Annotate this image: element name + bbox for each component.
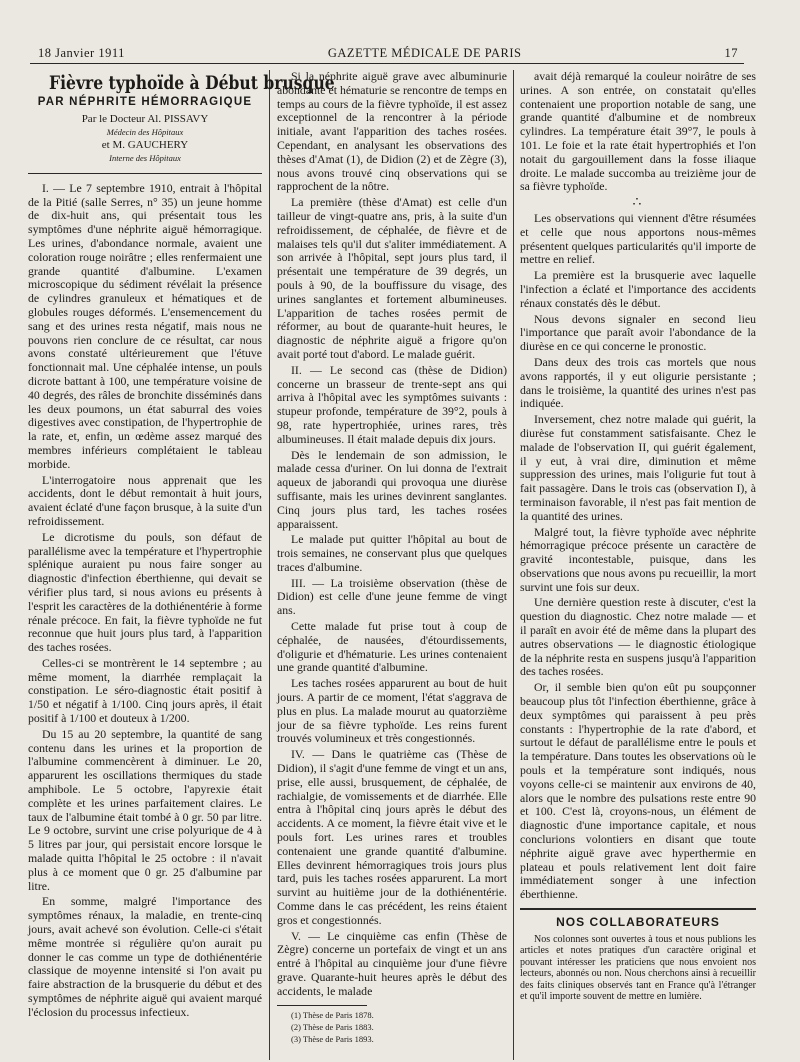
author-2-role: Interne des Hôpitaux: [109, 152, 181, 163]
column-divider: [269, 70, 270, 1060]
author-1: Par le Docteur Al. PISSAVY: [81, 112, 209, 125]
page-header: [38, 46, 738, 61]
paragraph: I. — Le 7 septembre 1910, entrait à l'hôpital de la Pitié (salle Serres, n° 35) un jeune homme de dix-huit ans, qui présentait tous les symptômes d'une néphrite aiguë hémorragique. Les urines, d'abondance normale, avaient une coloration rouge noirâtre ; elles renfermaient une grande quantité d'albumine. L'examen microscopique du sédiment révélait la présence de cylindres granuleux et hématiques et de globules rouges déformés. L'ensemencement du sang et des urines resta négatif, mais nous ne pouvons rien conclure de ce résultat, car nous avons constaté ultérieurement que l'étuve fonctionnait mal. Une céphalée intense, un pouls dicrote battant à 100, une température voisine de 40 degrés, des râles de bronchite disséminés dans les deux poumons, un état saburral des voies digestives avec constipation, de l'hypertrophie de la rate, et, enfin, un œdème assez marqué des membres inférieurs complétaient le tableau morbide.: [28, 180, 262, 471]
journal-name: GAZETTE MÉDICALE DE PARIS: [327, 46, 522, 60]
paragraph: Or, il semble bien qu'on eût pu soupçonner beaucoup plus tôt l'infection éberthienne, grâce à deux symptômes qui paraissent à peu près constants : l'hypertrophie de la rate d'abord, et surtout le défaut de parallélisme entre le pouls et la température. Dans toutes les observations où le pouls et la température sont indiqués, nous voyons celle-ci se maintenir aux environs de 40, alors que le nombre des pulsations reste entre 90 et 100. C'est là, croyons-nous, un élément de diagnostic d'une importance capitale, et nous conclurions volontiers en disant que toute néphrite aiguë grave avec hyperthermie en plateau et pouls relativement lent doit faire immédiatement songer à une infection éberthienne.: [520, 680, 756, 902]
paragraph: Dans deux des trois cas mortels que nous avons rapportés, il y eut oligurie persistante ; dans le troisième, la quantité des urines n'est pas indiquée.: [520, 354, 756, 411]
issue-date: 18 Janvier 1911: [38, 46, 125, 60]
article-subtitle: PAR NÉPHRITE HÉMORRAGIQUE: [37, 96, 253, 108]
paragraph: Malgré tout, la fièvre typhoïde avec néphrite hémorragique précoce présente un caractère de gravité incontestable, puisque, dans les observations que nous avons pu recueillir, la mort survint une fois sur deux.: [520, 524, 756, 594]
paragraph: Le malade put quitter l'hôpital au bout de trois semaines, ne conservant plus que quelques traces d'albumine.: [277, 532, 507, 574]
footnote: (3) Thèse de Paris 1893.: [291, 1033, 374, 1044]
article-title: Fièvre typhoïde à Début brusque: [49, 72, 335, 94]
paragraph: La première est la brusquerie avec laquelle l'infection a éclaté et l'importance des accidents rénaux constatés dès le début.: [520, 268, 756, 310]
section-title: NOS COLLABORATEURS: [556, 915, 720, 930]
footnote-rule: [277, 1005, 367, 1006]
paragraph: Inversement, chez notre malade qui guérit, la diurèse fut constamment satisfaisante. Chez le malade de l'observation II, qui guérit également, il y eut, à vrai dire, diminution et même suppression des urines, mais l'oligurie fut tout à fait passagère. Dans le trois cas (observation I), à terminaison favorable, il n'est pas fait mention de la quantité des urines.: [520, 412, 756, 523]
paragraph: Cette malade fut prise tout à coup de céphalée, de nausées, d'étourdissements, d'oligurie et d'hématurie. Les urines contenaient une grande quantité d'albumine.: [277, 619, 507, 675]
paragraph: Les observations qui viennent d'être résumées et celle que nous apportons nous-mêmes présentent quelques particularités qu'il importe de mettre en relief.: [520, 210, 756, 267]
paragraph: Le dicrotisme du pouls, son défaut de parallélisme avec la température et l'hypertrophie splénique auraient pu nous faire songer au diagnostic d'infection éberthienne, qui devait se vérifier plus tard, si nous avions eu présents à l'esprit les caractères de la dothiénentérie à forme rénale précoce. En fait, la fièvre typhoïde ne fut reconnue que huit jours plus tard, à l'apparition des taches rosées.: [28, 529, 262, 655]
title-rule: [28, 173, 262, 174]
author-1-role: Médecin des Hôpitaux: [106, 126, 184, 137]
paragraph: En somme, malgré l'importance des symptômes rénaux, la maladie, en trente-cinq jours, avait achevé son évolution. Celle-ci s'était même montrée si régulière qu'on aurait pu donner le cas comme un type de dothiénentérie classique de moyenne intensité si l'on avait pu faire abstraction de la brusquerie du début et des symptômes de néphrite aiguë qui avaient marqué l'éclosion du processus infectieux.: [28, 894, 262, 1019]
paragraph: Dès le lendemain de son admission, le malade cessa d'uriner. On lui donna de l'extrait aqueux de jaborandi qui provoqua une diurèse suffisante, mais les urines devinrent sanglantes. Cinq jours plus tard, les taches rosées apparaissent.: [277, 447, 507, 531]
column-2: [277, 70, 507, 1046]
paragraph: IV. — Dans le quatrième cas (Thèse de Didion), il s'agit d'une femme de vingt et un ans, prise, elle aussi, brusquement, de céphalée, de rachialgie, de vomissements et de diarrhée. Elle entra à l'hôpital cinq jours après le début des accidents. A ce moment, la fièvre était vive et le pouls fort. Les urines rares et troubles contenaient une grande quantité d'albumine. Elles devinrent hémorragiques trois jours plus tard, puis les taches rosées apparurent. La mort survint au huitième jour de la dothiénentérie. Comme dans le cas précédent, les reins étaient gros et congestionnés.: [277, 747, 507, 927]
paragraph: Si la néphrite aiguë grave avec albuminurie abondante et hématurie se rencontre de temps en temps au cours de la fièvre typhoïde, il est assez exceptionnel de la rencontrer à la période initiale, avant l'apparition des taches rosées. Cependant, en analysant les observations des thèses d'Amat (1), de Didion (2) et de Zègre (3), nous avons trouvé cinq observations qui se rapprochent de la nôtre.: [277, 69, 507, 194]
header-rule: [30, 63, 744, 64]
column-3: [520, 70, 756, 1005]
paragraph: II. — Le second cas (thèse de Didion) concerne un brasseur de trente-sept ans qui arriva à l'hôpital avec les symptômes suivants : stupeur profonde, température de 39°2, pouls à 98, rate hypertrophiée, urines rares, très albumineuses. Il était malade depuis dix jours.: [277, 362, 507, 446]
paragraph: La première (thèse d'Amat) est celle d'un tailleur de vingt-quatre ans, pris, à la suite d'un refroidissement, de céphalée, de fièvre et de malaises tels qu'il dut s'aliter immédiatement. A son arrivée à l'hôpital, sept jours plus tard, il présentait une température de 39 degrés, un pouls à 90, de la bouffissure du visage, des urines sanglantes et fortement albumineuses. L'apparition de taches rosées permit de réformer, au bout de quarante-huit heures, le diagnostic de néphrite aiguë a frigore qu'on avait porté tout d'abord. Le malade guérit.: [277, 195, 507, 361]
author-2: et M. GAUCHERY: [101, 138, 189, 151]
section-ornament: ∴: [632, 195, 644, 211]
paragraph: Celles-ci se montrèrent le 14 septembre ; au même moment, la diarrhée remplaçait la constipation. Le séro-diagnostic était positif à 1/50 et négatif à 1/100. Cinq jours après, il était positif à 1/100 et douteux à 1/200.: [28, 655, 262, 726]
footnote: (2) Thèse de Paris 1883.: [291, 1021, 374, 1032]
paragraph: Nous devons signaler en second lieu l'importance que paraît avoir l'abondance de la diurèse en ce qui concerne le pronostic.: [520, 311, 756, 354]
authors: [28, 113, 262, 165]
paragraph: Du 15 au 20 septembre, la quantité de sang contenu dans les urines et la proportion de l'albumine commencèrent à diminuer. Le 20, apparurent les oscillations thermiques du stade amphibole. Le 5 octobre, l'apyrexie était complète et les urines parfaitement claires. Le taux de l'albumine était tombé à 0 gr. 50 par litre. Le 9 octobre, survint une crise polyurique de 4 à 5 litres par jour, qui persistait encore lorsque le malade quitta l'hôpital le 25 octobre : il n'avait plus à ce moment que 0 gr. 25 d'albumine par litre.: [28, 726, 262, 893]
paragraph: avait déjà remarqué la couleur noirâtre de ses urines. A son entrée, on constatait qu'elles contenaient une proportion notable de sang, une grande quantité d'albumine et de nombreux cylindres. La température était 39°7, le pouls à 101. Le foie et la rate était hypertrophiés et l'on notait du gargouillement dans la fosse iliaque droite. Le malade succomba au treizième jour de sa fièvre typhoïde.: [520, 69, 756, 194]
paragraph: L'interrogatoire nous apprenait que les accidents, dont le début remontait à huit jours, avaient éclaté d'une façon brusque, à la suite d'un refroidissement.: [28, 472, 262, 528]
paragraph: V. — Le cinquième cas enfin (Thèse de Zègre) concerne un portefaix de vingt et un ans entré à l'hôpital au cinquième jour d'une fièvre grave. Quarante-huit heures après le début des accidents, le malade: [277, 928, 507, 998]
paragraph: Une dernière question reste à discuter, c'est la question du diagnostic. Chez notre malade — et il paraît en avoir été de même dans la plupart des autres observations — le diagnostic étiologique de la néphrite resta en suspens jusqu'à l'apparition des taches rosées.: [520, 595, 756, 679]
page-number: 17: [724, 46, 738, 60]
paragraph: Les taches rosées apparurent au bout de huit jours. A partir de ce moment, l'état s'aggrava de plus en plus. La malade mourut au quatorzième jour de sa fièvre typhoïde. Les reins furent trouvés volumineux et très congestionnés.: [277, 676, 507, 746]
section-notice: Nos colonnes sont ouvertes à tous et nous publions les articles et notes pratiques d'un caractère original et pouvant intéresser les praticiens que nous envoient nos lecteurs, abonnés ou non. Nous cherchons ainsi à recueillir des faits cliniques observés tant en France qu'à l'étranger et qu'il importe souvent de mettre en lumière.: [520, 933, 756, 1003]
column-divider: [513, 70, 514, 1060]
paragraph: III. — La troisième observation (thèse de Didion) est celle d'une jeune femme de vingt ans.: [277, 575, 507, 618]
article-heading: [28, 72, 335, 110]
section-rule: [520, 908, 756, 910]
footnote: (1) Thèse de Paris 1878.: [291, 1009, 374, 1020]
